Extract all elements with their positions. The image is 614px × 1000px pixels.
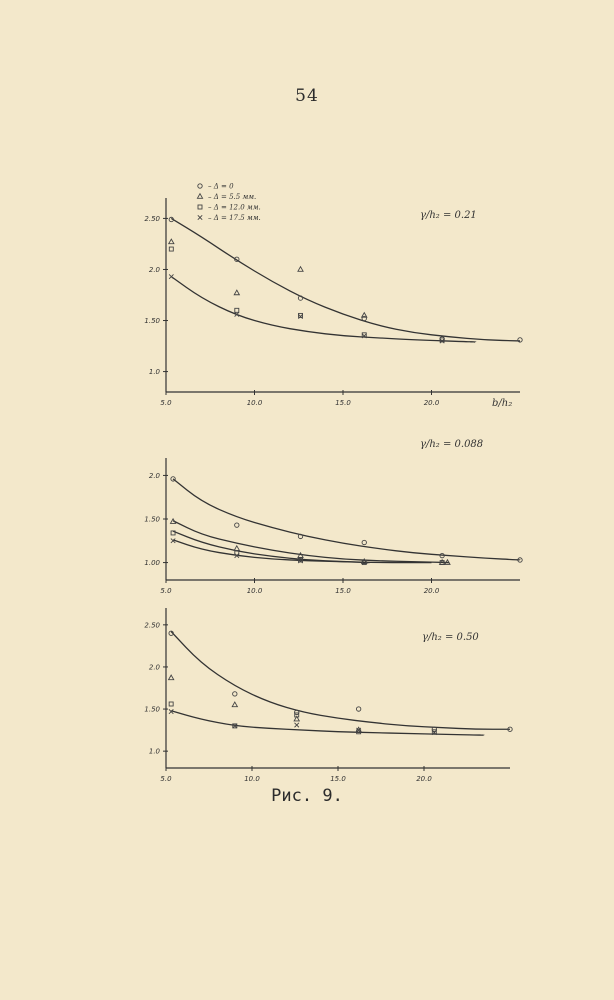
y-tick-label: 2.50 xyxy=(144,621,160,630)
chart-panel-1 xyxy=(144,198,522,409)
x-tick-label: 15.0 xyxy=(335,399,351,407)
fitted-curve xyxy=(171,711,484,735)
y-tick-label: 1.00 xyxy=(144,559,160,568)
x-tick-label: 20.0 xyxy=(423,399,440,407)
data-point-circle xyxy=(356,707,360,711)
data-point-square xyxy=(169,247,173,251)
y-tick-label: 1.0 xyxy=(148,747,160,756)
chart-annotation: γ/h₂ = 0.50 xyxy=(422,632,479,643)
fitted-curve xyxy=(171,218,520,341)
data-point-triangle xyxy=(169,239,174,244)
data-point-triangle xyxy=(169,675,174,680)
x-tick-label: 20.0 xyxy=(416,775,432,783)
data-point-circle xyxy=(233,692,237,696)
x-tick-label: 5.0 xyxy=(160,775,172,783)
y-tick-label: 1.50 xyxy=(144,317,160,326)
legend-marker-triangle xyxy=(197,194,202,199)
data-point-circle xyxy=(171,477,175,481)
figure-caption: Рис. 9. xyxy=(271,786,343,806)
page-number: 54 xyxy=(295,86,319,106)
y-tick-label: 1.50 xyxy=(144,705,160,714)
y-tick-label: 1.50 xyxy=(144,515,160,524)
fitted-curve xyxy=(173,521,449,563)
data-point-square xyxy=(235,308,239,312)
y-tick-label: 1.0 xyxy=(148,368,160,377)
legend xyxy=(197,183,260,223)
legend-marker-circle xyxy=(198,184,202,188)
data-point-cross xyxy=(169,274,173,278)
x-tick-label: 20.0 xyxy=(423,587,440,595)
x-tick-label: 10.0 xyxy=(246,587,263,595)
chart-annotation: γ/h₂ = 0.21 xyxy=(420,210,477,221)
data-point-triangle xyxy=(232,702,237,707)
data-point-triangle xyxy=(298,267,303,272)
chart-annotation: γ/h₂ = 0.088 xyxy=(420,439,484,450)
x-tick-label: 10.0 xyxy=(244,775,260,783)
data-point-circle xyxy=(518,338,522,342)
legend-label: – Δ = 0 xyxy=(208,182,234,191)
data-point-triangle xyxy=(234,290,239,295)
legend-label: – Δ = 17.5 мм. xyxy=(208,214,261,223)
data-point-circle xyxy=(235,523,239,527)
legend-marker-cross xyxy=(198,215,202,219)
x-tick-label: 15.0 xyxy=(330,775,346,783)
legend-label: – Δ = 5.5 мм. xyxy=(208,193,257,202)
data-point-cross xyxy=(298,314,302,318)
fitted-curve xyxy=(171,632,510,730)
data-point-triangle xyxy=(234,546,239,551)
x-tick-label: 5.0 xyxy=(160,399,172,407)
x-tick-label: 15.0 xyxy=(335,587,351,595)
data-point-square xyxy=(169,702,173,706)
chart-panel-3 xyxy=(144,608,512,783)
data-point-circle xyxy=(362,540,366,544)
x-axis-label: b/h₂ xyxy=(492,398,513,409)
y-tick-label: 2.50 xyxy=(144,214,160,223)
x-tick-label: 10.0 xyxy=(246,399,263,407)
chart-panel-2 xyxy=(144,439,522,595)
fitted-curve xyxy=(171,277,475,342)
y-tick-label: 2.0 xyxy=(148,471,160,480)
y-tick-label: 2.0 xyxy=(148,265,160,274)
x-tick-label: 5.0 xyxy=(160,587,172,595)
legend-label: – Δ = 12.0 мм. xyxy=(208,203,261,212)
legend-marker-square xyxy=(198,205,202,209)
y-tick-label: 2.0 xyxy=(148,663,160,672)
data-point-cross xyxy=(295,723,299,727)
